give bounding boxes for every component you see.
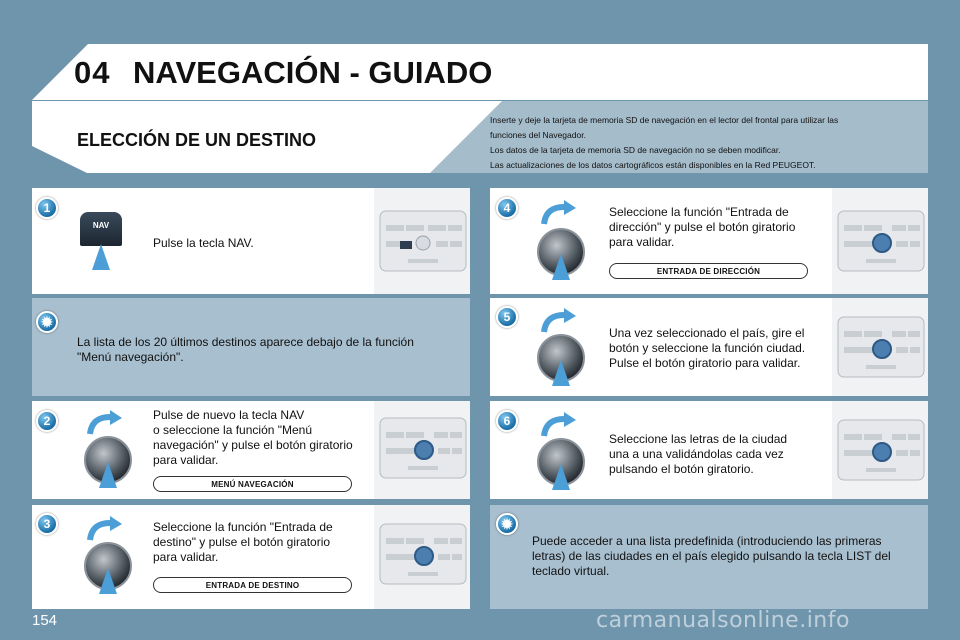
step-badge-2: 2 (36, 410, 58, 432)
step-badge-3: 3 (36, 513, 58, 535)
page-number: 154 (32, 612, 58, 629)
tip-line: "Menú navegación". (77, 350, 184, 364)
step-badge-6: 6 (496, 410, 518, 432)
page-title: NAVEGACIÓN - GUIADO (133, 55, 493, 90)
nav-key-icon: NAV (80, 212, 122, 246)
curved-arrow-icon (86, 410, 124, 436)
menu-label-entrada-de-direccion: ENTRADA DE DIRECCIÓN (609, 263, 808, 279)
up-arrow-icon (99, 462, 117, 488)
radio-panel-icon (378, 518, 468, 590)
step-5-text (609, 326, 805, 371)
step-1-text (153, 236, 254, 251)
step-line: Pulse el botón giratorio para validar. (609, 356, 801, 370)
radio-panel-icon (836, 311, 926, 383)
step-line: Seleccione la función "Entrada de (609, 205, 789, 219)
step-3-text (153, 520, 333, 565)
step-line: para validar. (609, 235, 675, 249)
curved-arrow-icon (540, 200, 578, 226)
step-line: una a una validándolas cada vez (609, 447, 784, 461)
step-line: para validar. (153, 453, 219, 467)
step-line: navegación" y pulse el botón giratorio (153, 438, 353, 452)
step-6-text (609, 432, 787, 477)
intro-text (490, 113, 920, 173)
step-line: botón y seleccione la función ciudad. (609, 341, 806, 355)
up-arrow-icon (92, 244, 110, 270)
tip-line: teclado virtual. (532, 564, 610, 578)
radio-panel-icon (378, 205, 468, 277)
radio-panel-icon (836, 205, 926, 277)
step-badge-5: 5 (496, 306, 518, 328)
step-line: o seleccione la función "Menú (153, 423, 313, 437)
sun-icon: ✹ (36, 311, 58, 333)
step-line: para validar. (153, 550, 219, 564)
step-line: Seleccione las letras de la ciudad (609, 432, 788, 446)
step-4-text (609, 205, 795, 250)
menu-label-menu-navegacion: MENÚ NAVEGACIÓN (153, 476, 352, 492)
step-line: Una vez seleccionado el país, gire el (609, 326, 805, 340)
intro-line: Los datos de la tarjeta de memoria SD de navegación no se deben modificar. (490, 145, 781, 155)
section-title: ELECCIÓN DE UN DESTINO (77, 130, 317, 150)
intro-line: Inserte y deje la tarjeta de memoria SD de navegación en el lector del frontal para utilizar las (490, 115, 839, 125)
up-arrow-icon (99, 568, 117, 594)
step-badge-1: 1 (36, 197, 58, 219)
radio-panel-icon (836, 414, 926, 486)
menu-label-entrada-de-destino: ENTRADA DE DESTINO (153, 577, 352, 593)
intro-line: funciones del Navegador. (490, 130, 586, 140)
curved-arrow-icon (540, 412, 578, 438)
step-line: dirección" y pulse el botón giratorio (609, 220, 796, 234)
step-badge-4: 4 (496, 197, 518, 219)
step-line: destino" y pulse el botón giratorio (153, 535, 331, 549)
tip-line: Puede acceder a una lista predefinida (introduciendo las primeras (532, 534, 882, 548)
tip-1-text (77, 335, 414, 365)
sun-icon: ✹ (496, 513, 518, 535)
chapter-number: 04 (74, 55, 111, 90)
tip-line: letras) de las ciudades en el país elegido pulsando la tecla LIST del (532, 549, 891, 563)
curved-arrow-icon (86, 516, 124, 542)
curved-arrow-icon (540, 308, 578, 334)
up-arrow-icon (552, 464, 570, 490)
step-line: pulsando el botón giratorio. (609, 462, 754, 476)
tip-line: La lista de los 20 últimos destinos aparece debajo de la función (77, 335, 414, 349)
step-2-text (153, 408, 353, 468)
tip-2-text (532, 534, 891, 579)
radio-panel-icon (378, 412, 468, 484)
step-line: Seleccione la función "Entrada de (153, 520, 333, 534)
up-arrow-icon (552, 360, 570, 386)
step-line: Pulse de nuevo la tecla NAV (153, 408, 305, 422)
up-arrow-icon (552, 254, 570, 280)
intro-line: Las actualizaciones de los datos cartográficos están disponibles en la Red PEUGEOT. (490, 160, 816, 170)
step-line: Pulse la tecla NAV. (153, 236, 254, 250)
watermark: carmanualsonline.info (596, 608, 850, 633)
